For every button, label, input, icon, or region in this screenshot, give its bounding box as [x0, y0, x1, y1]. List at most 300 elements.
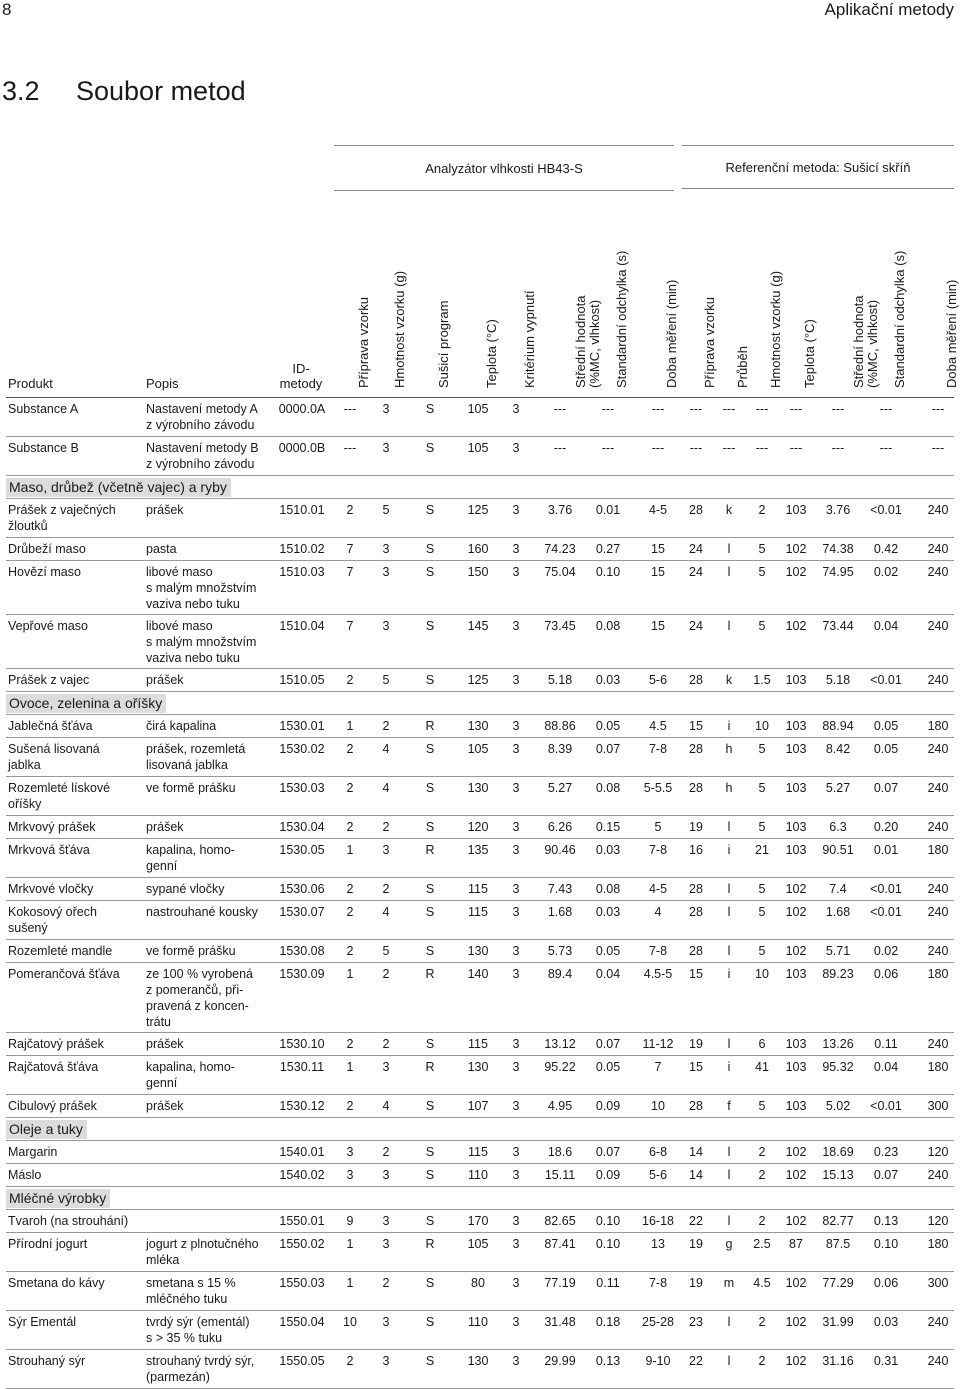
cell-value: 74.23 — [544, 542, 576, 556]
cell-value: 74.38 — [822, 542, 854, 556]
product-name: Smetana do kávy — [8, 1276, 105, 1290]
column-header-5: Kritérium vypnutí — [522, 290, 537, 388]
cell-value: 82.65 — [544, 1214, 576, 1228]
cell-value: 2 — [346, 820, 354, 834]
cell-value: 23 — [689, 1315, 703, 1329]
cell-value: 73.45 — [544, 619, 576, 633]
cell-value: 120 — [927, 1145, 949, 1159]
cell-value: S — [425, 1276, 435, 1290]
category-heading — [6, 1187, 954, 1210]
cell-value: --- — [553, 402, 567, 416]
cell-value: <0.01 — [870, 503, 902, 517]
product-name: Vepřové maso — [8, 619, 88, 633]
cell-value: 240 — [927, 820, 949, 834]
cell-value: 4.5 — [649, 719, 667, 733]
cell-value: 3 — [382, 565, 390, 579]
table-row — [6, 738, 954, 777]
cell-value: 28 — [689, 905, 703, 919]
section-heading: Soubor metod — [76, 76, 246, 106]
cell-value: 2 — [382, 1145, 390, 1159]
product-description: kapalina, homo- genní — [146, 1060, 235, 1090]
cell-value: 2 — [758, 1354, 766, 1368]
method-id: 1530.01 — [279, 719, 325, 733]
product-description: sypané vločky — [146, 882, 225, 896]
section-number: 3.2 — [2, 76, 40, 106]
table-row — [6, 777, 954, 816]
cell-value: 4 — [382, 1099, 390, 1113]
column-header-12: Teplota (°C) — [802, 319, 817, 388]
table-row — [6, 1141, 954, 1164]
cell-value: 240 — [927, 1168, 949, 1182]
cell-value: 3 — [512, 1037, 520, 1051]
product-name: Substance B — [8, 441, 79, 455]
cell-value: S — [425, 742, 435, 756]
cell-value: 8.39 — [547, 742, 573, 756]
method-id: 1530.03 — [279, 781, 325, 795]
cell-value: 3.76 — [547, 503, 573, 517]
cell-value: R — [425, 1237, 435, 1251]
product-name: Hovězí maso — [8, 565, 81, 579]
cell-value: h — [725, 781, 733, 795]
method-id: 1550.05 — [279, 1354, 325, 1368]
cell-value: S — [425, 619, 435, 633]
cell-value: 240 — [927, 944, 949, 958]
cell-value: 2 — [758, 1214, 766, 1228]
cell-value: 15 — [651, 565, 665, 579]
cell-value: 140 — [467, 967, 489, 981]
product-name: Sušená lisovaná jablka — [8, 742, 100, 772]
product-name: Kokosový ořech sušený — [8, 905, 97, 935]
cell-value: 300 — [927, 1276, 949, 1290]
table-row — [6, 437, 954, 476]
table-row — [6, 1311, 954, 1350]
column-header-9: Příprava vzorku — [702, 296, 717, 388]
cell-value: 28 — [689, 1099, 703, 1113]
cell-value: 3 — [512, 565, 520, 579]
cell-value: 87.5 — [825, 1237, 851, 1251]
method-id: 1530.07 — [279, 905, 325, 919]
cell-value: 10 — [343, 1315, 357, 1329]
cell-value: 102 — [785, 1145, 807, 1159]
product-name: Jablečná šťáva — [8, 719, 93, 733]
cell-value: l — [727, 1145, 731, 1159]
cell-value: --- — [601, 441, 615, 455]
cell-value: 4.5-5 — [643, 967, 673, 981]
table-row — [6, 1233, 954, 1272]
cell-value: 41 — [755, 1060, 769, 1074]
cell-value: 14 — [689, 1168, 703, 1182]
cell-value: 3 — [382, 1237, 390, 1251]
cell-value: --- — [755, 402, 769, 416]
product-name: Tvaroh (na strouhání) — [8, 1214, 129, 1228]
method-id: 1550.02 — [279, 1237, 325, 1251]
cell-value: 240 — [927, 882, 949, 896]
cell-value: 5 — [382, 944, 390, 958]
cell-value: 3 — [382, 542, 390, 556]
cell-value: 5 — [758, 542, 766, 556]
table-row — [6, 615, 954, 669]
cell-value: 130 — [467, 944, 489, 958]
cell-value: 87.41 — [544, 1237, 576, 1251]
cell-value: 74.95 — [822, 565, 854, 579]
product-description: prášek — [146, 820, 184, 834]
cell-value: --- — [755, 441, 769, 455]
product-name: Máslo — [8, 1168, 42, 1182]
cell-value: 5.27 — [547, 781, 573, 795]
cell-value: S — [425, 944, 435, 958]
cell-value: i — [727, 1060, 731, 1074]
cell-value: 240 — [927, 1037, 949, 1051]
cell-value: 3 — [346, 1168, 354, 1182]
cell-value: 3 — [512, 719, 520, 733]
cell-value: 2 — [346, 944, 354, 958]
cell-value: 107 — [467, 1099, 489, 1113]
cell-value: 5-5.5 — [643, 781, 673, 795]
cell-value: 180 — [927, 1237, 949, 1251]
cell-value: --- — [651, 402, 665, 416]
cell-value: <0.01 — [870, 905, 902, 919]
cell-value: --- — [553, 441, 567, 455]
cell-value: S — [425, 441, 435, 455]
cell-value: 31.99 — [822, 1315, 854, 1329]
cell-value: 160 — [467, 542, 489, 556]
cell-value: 150 — [467, 565, 489, 579]
cell-value: 0.23 — [873, 1145, 899, 1159]
cell-value: 300 — [927, 1099, 949, 1113]
cell-value: --- — [789, 402, 803, 416]
cell-value: 3 — [512, 843, 520, 857]
cell-value: 1.5 — [753, 673, 771, 687]
cell-value: 3 — [382, 1354, 390, 1368]
cell-value: 77.29 — [822, 1276, 854, 1290]
cell-value: 180 — [927, 1060, 949, 1074]
cell-value: 3 — [512, 402, 520, 416]
cell-value: 3.76 — [825, 503, 851, 517]
cell-value: 103 — [785, 673, 807, 687]
cell-value: 0.07 — [595, 1037, 621, 1051]
cell-value: 1 — [346, 967, 354, 981]
cell-value: 88.94 — [822, 719, 854, 733]
product-description: nastrouhané kousky — [146, 905, 258, 919]
cell-value: 9-10 — [645, 1354, 671, 1368]
cell-value: 28 — [689, 742, 703, 756]
cell-value: 125 — [467, 503, 489, 517]
method-id: 1530.05 — [279, 843, 325, 857]
method-id: 1550.04 — [279, 1315, 325, 1329]
cell-value: 13.12 — [544, 1037, 576, 1051]
cell-value: 0.03 — [595, 673, 621, 687]
cell-value: 10 — [755, 967, 769, 981]
cell-value: 3 — [512, 1237, 520, 1251]
cell-value: 0.08 — [595, 882, 621, 896]
cell-value: 180 — [927, 967, 949, 981]
method-id: 1510.01 — [279, 503, 325, 517]
cell-value: 3 — [382, 402, 390, 416]
cell-value: 2 — [346, 1354, 354, 1368]
cell-value: S — [425, 1315, 435, 1329]
cell-value: 18.6 — [547, 1145, 573, 1159]
cell-value: 31.16 — [822, 1354, 854, 1368]
cell-value: 7-8 — [648, 944, 668, 958]
cell-value: <0.01 — [870, 1099, 902, 1113]
cell-value: 95.32 — [822, 1060, 854, 1074]
cell-value: 3 — [382, 1060, 390, 1074]
method-id-column-header: ID- metody — [279, 361, 323, 391]
cell-value: 5.18 — [825, 673, 851, 687]
cell-value: 19 — [689, 1237, 703, 1251]
cell-value: 0.13 — [595, 1354, 621, 1368]
cell-value: 18.69 — [822, 1145, 854, 1159]
cell-value: 3 — [512, 967, 520, 981]
cell-value: 110 — [468, 1315, 488, 1329]
cell-value: 0.03 — [873, 1315, 899, 1329]
cell-value: S — [425, 882, 435, 896]
cell-value: l — [727, 820, 731, 834]
column-header-14: Standardní odchylka (s) — [892, 250, 907, 388]
cell-value: 0.08 — [595, 619, 621, 633]
cell-value: 22 — [689, 1214, 703, 1228]
cell-value: 15 — [651, 619, 665, 633]
cell-value: 3 — [512, 1315, 520, 1329]
cell-value: g — [725, 1237, 733, 1251]
product-description: kapalina, homo- genní — [146, 843, 235, 873]
cell-value: 102 — [785, 1168, 807, 1182]
product-description: Nastavení metody B z výrobního závodu — [146, 441, 259, 471]
cell-value: 5 — [758, 781, 766, 795]
cell-value: 24 — [689, 619, 703, 633]
cell-value: 115 — [468, 905, 488, 919]
cell-value: S — [425, 402, 435, 416]
cell-value: 2 — [382, 1037, 390, 1051]
cell-value: 110 — [468, 1168, 488, 1182]
cell-value: 2 — [382, 882, 390, 896]
product-description: libové maso s malým množstvím vaziva nebo tuku — [146, 619, 257, 665]
cell-value: 180 — [927, 719, 949, 733]
cell-value: 240 — [927, 905, 949, 919]
cell-value: 0.05 — [595, 719, 621, 733]
section-title — [2, 76, 246, 107]
cell-value: 90.51 — [822, 843, 854, 857]
product-description: ve formě prášku — [146, 944, 236, 958]
cell-value: 0.04 — [873, 1060, 899, 1074]
cell-value: 9 — [346, 1214, 354, 1228]
table-row — [6, 963, 954, 1033]
product-name: Prášek z vajec — [8, 673, 90, 687]
product-name: Cibulový prášek — [8, 1099, 97, 1113]
column-header-1: Příprava vzorku — [356, 296, 371, 388]
cell-value: 2 — [758, 1145, 766, 1159]
cell-value: --- — [789, 441, 803, 455]
cell-value: 102 — [785, 619, 807, 633]
column-header-4: Teplota (°C) — [484, 319, 499, 388]
table-row — [6, 1272, 954, 1311]
cell-value: 4.5 — [753, 1276, 771, 1290]
cell-value: 5 — [758, 565, 766, 579]
product-name: Substance A — [8, 402, 79, 416]
cell-value: 240 — [927, 565, 949, 579]
cell-value: 3 — [512, 944, 520, 958]
cell-value: 6.26 — [547, 820, 573, 834]
cell-value: h — [725, 742, 733, 756]
cell-value: 15.11 — [544, 1168, 576, 1182]
cell-value: 7-8 — [648, 742, 668, 756]
cell-value: 3 — [382, 843, 390, 857]
cell-value: --- — [931, 402, 945, 416]
cell-value: 103 — [785, 820, 807, 834]
cell-value: 28 — [689, 781, 703, 795]
cell-value: i — [727, 967, 731, 981]
cell-value: 5 — [758, 882, 766, 896]
table-row — [6, 1033, 954, 1056]
cell-value: 10 — [651, 1099, 665, 1113]
cell-value: 31.48 — [544, 1315, 576, 1329]
cell-value: 3 — [512, 1145, 520, 1159]
cell-value: 2 — [382, 719, 390, 733]
table-row — [6, 1056, 954, 1095]
column-header-10: Průběh — [735, 346, 750, 388]
cell-value: 75.04 — [544, 565, 576, 579]
cell-value: l — [727, 1168, 731, 1182]
cell-value: R — [425, 843, 435, 857]
method-id: 1510.05 — [279, 673, 325, 687]
cell-value: 3 — [512, 742, 520, 756]
cell-value: <0.01 — [870, 673, 902, 687]
cell-value: 105 — [467, 402, 489, 416]
table-row — [6, 1210, 954, 1233]
method-id: 1510.03 — [279, 565, 325, 579]
cell-value: 3 — [512, 781, 520, 795]
cell-value: 240 — [927, 503, 949, 517]
cell-value: <0.01 — [870, 882, 902, 896]
cell-value: --- — [689, 441, 703, 455]
category-heading — [6, 1118, 954, 1141]
method-id: 1530.10 — [279, 1037, 325, 1051]
page-header — [0, 0, 960, 24]
cell-value: 102 — [785, 882, 807, 896]
method-id: 1540.01 — [279, 1145, 325, 1159]
cell-value: 103 — [785, 781, 807, 795]
cell-value: 19 — [689, 1276, 703, 1290]
chapter-title: Aplikační metody — [824, 0, 954, 19]
product-name: Přírodní jogurt — [8, 1237, 88, 1251]
cell-value: 7-8 — [648, 843, 668, 857]
cell-value: 15 — [689, 1060, 703, 1074]
column-header-15: Doba měření (min) — [944, 279, 959, 388]
category-label: Ovoce, zelenina a oříšky — [6, 694, 166, 713]
method-id: 1540.02 — [279, 1168, 325, 1182]
method-id: 1530.08 — [279, 944, 325, 958]
cell-value: 3 — [512, 905, 520, 919]
category-label: Oleje a tuky — [6, 1120, 87, 1139]
cell-value: S — [425, 820, 435, 834]
cell-value: 1 — [346, 1237, 354, 1251]
cell-value: 4 — [382, 905, 390, 919]
method-id: 0000.0B — [278, 441, 326, 455]
cell-value: 240 — [927, 742, 949, 756]
cell-value: 2 — [346, 503, 354, 517]
cell-value: S — [425, 1099, 435, 1113]
method-id: 1510.04 — [279, 619, 325, 633]
cell-value: 5.73 — [547, 944, 573, 958]
cell-value: 0.06 — [873, 1276, 899, 1290]
product-description: prášek — [146, 673, 184, 687]
cell-value: 3 — [346, 1145, 354, 1159]
cell-value: 102 — [785, 1276, 807, 1290]
cell-value: 0.05 — [595, 944, 621, 958]
cell-value: 5.71 — [825, 944, 851, 958]
method-id: 1530.04 — [279, 820, 325, 834]
cell-value: 28 — [689, 944, 703, 958]
cell-value: 105 — [467, 742, 489, 756]
cell-value: 130 — [467, 719, 489, 733]
method-id: 1510.02 — [279, 542, 325, 556]
cell-value: 1.68 — [547, 905, 573, 919]
cell-value: 130 — [467, 1060, 489, 1074]
method-id: 1530.02 — [279, 742, 325, 756]
product-name: Margarin — [8, 1145, 58, 1159]
cell-value: --- — [601, 402, 615, 416]
cell-value: 2 — [346, 781, 354, 795]
category-heading — [6, 476, 954, 499]
cell-value: 0.09 — [595, 1099, 621, 1113]
cell-value: 7 — [346, 542, 354, 556]
cell-value: S — [425, 1037, 435, 1051]
cell-value: 0.42 — [873, 542, 899, 556]
cell-value: 0.08 — [595, 781, 621, 795]
cell-value: f — [727, 1099, 731, 1113]
cell-value: 16-18 — [642, 1214, 674, 1228]
cell-value: m — [723, 1276, 735, 1290]
cell-value: 240 — [927, 781, 949, 795]
cell-value: --- — [722, 402, 736, 416]
description-column-header: Popis — [146, 376, 179, 391]
cell-value: 102 — [785, 905, 807, 919]
cell-value: 4-5 — [648, 503, 668, 517]
cell-value: l — [727, 565, 731, 579]
cell-value: 0.11 — [874, 1037, 898, 1051]
cell-value: --- — [879, 441, 893, 455]
cell-value: 240 — [927, 542, 949, 556]
cell-value: 2 — [758, 503, 766, 517]
cell-value: R — [425, 719, 435, 733]
column-header-11: Hmotnost vzorku (g) — [768, 270, 783, 388]
cell-value: S — [425, 503, 435, 517]
cell-value: 88.86 — [544, 719, 576, 733]
cell-value: S — [425, 1168, 435, 1182]
cell-value: 5 — [758, 905, 766, 919]
column-header-6: Střední hodnota (%MC, vlhkost) — [573, 295, 602, 388]
cell-value: 15 — [689, 967, 703, 981]
cell-value: 5 — [758, 742, 766, 756]
cell-value: 5.27 — [825, 781, 851, 795]
method-id: 1530.12 — [279, 1099, 325, 1113]
cell-value: 0.04 — [873, 619, 899, 633]
cell-value: 4 — [654, 905, 662, 919]
cell-value: --- — [343, 402, 357, 416]
product-column-header: Produkt — [8, 376, 53, 391]
product-name: Rajčatová šťáva — [8, 1060, 99, 1074]
product-name: Prášek z vaječných žloutků — [8, 503, 116, 533]
cell-value: 2 — [346, 905, 354, 919]
product-description: prášek — [146, 1099, 184, 1113]
cell-value: 3 — [382, 1214, 390, 1228]
cell-value: 6 — [758, 1037, 766, 1051]
cell-value: 1 — [346, 1276, 354, 1290]
category-label: Mléčné výrobky — [6, 1189, 110, 1208]
cell-value: 103 — [785, 1099, 807, 1113]
cell-value: 2 — [382, 1276, 390, 1290]
column-header-8: Doba měření (min) — [664, 279, 679, 388]
